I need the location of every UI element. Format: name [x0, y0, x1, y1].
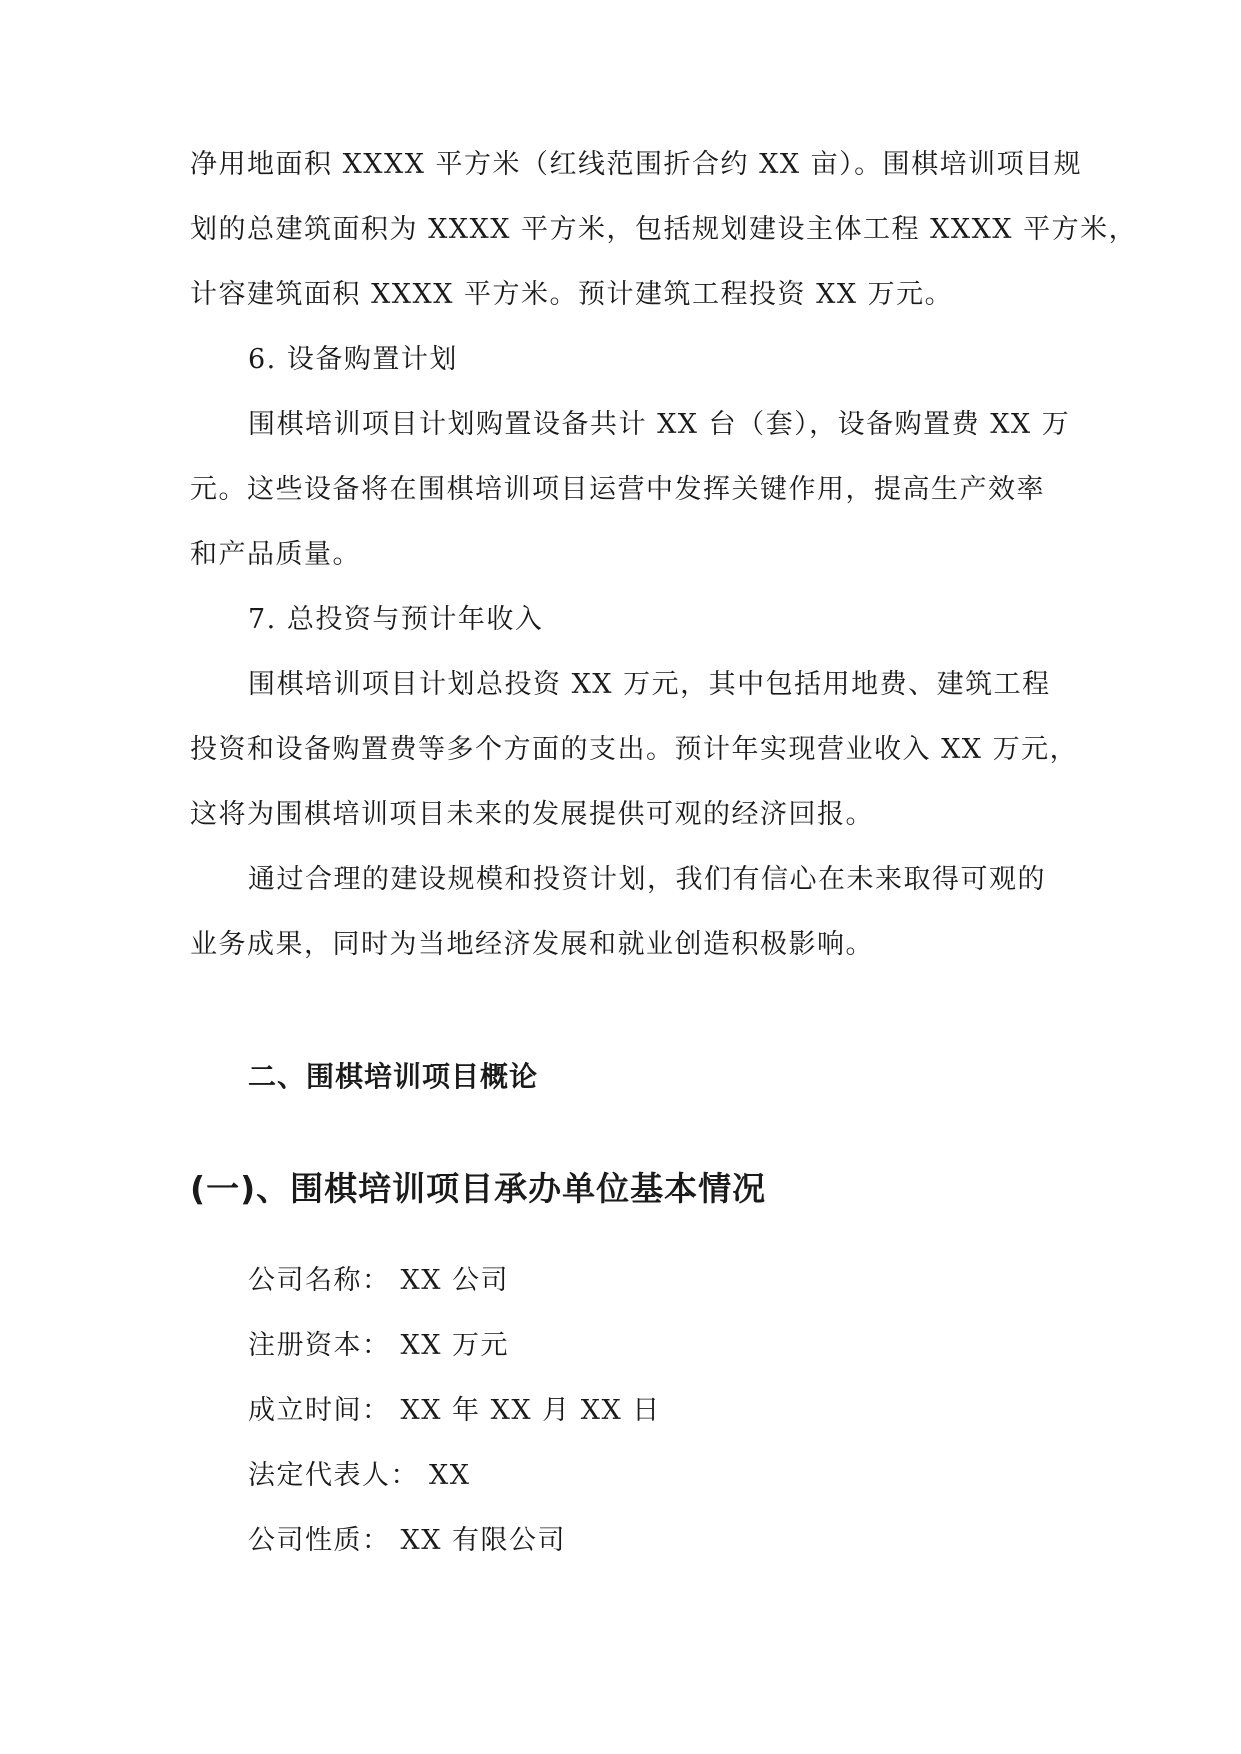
company-name-row — [248, 1258, 509, 1297]
section-7-heading-block — [190, 587, 1070, 652]
legal-representative-label: 法定代表人： — [248, 1460, 419, 1491]
paragraph-line: 围棋培训项目计划购置设备共计 XX 台（套），设备购置费 XX 万 — [248, 409, 1071, 440]
paragraph-line: 计容建筑面积 XXXX 平方米。预计建筑工程投资 XX 万元。 — [190, 279, 954, 310]
section-7-heading: 7. 总投资与预计年收入 — [248, 604, 544, 635]
paragraph-line: 元。这些设备将在围棋培训项目运营中发挥关键作用，提高生产效率 — [190, 474, 1045, 505]
paragraph-line: 通过合理的建设规模和投资计划，我们有信心在未来取得可观的 — [248, 864, 1046, 895]
subsection-heading: (一)、围棋培训项目承办单位基本情况 — [190, 1169, 767, 1208]
paragraph-equipment — [190, 392, 1070, 587]
company-type-label: 公司性质： — [248, 1525, 391, 1556]
paragraph-line: 和产品质量。 — [190, 539, 361, 570]
registered-capital-value: XX 万元 — [400, 1330, 510, 1361]
paragraph-investment — [190, 652, 1079, 847]
company-name-label: 公司名称： — [248, 1265, 391, 1296]
registered-capital-row — [248, 1323, 509, 1362]
chapter-heading: 二、围棋培训项目概论 — [248, 1060, 539, 1093]
company-type-value: XX 有限公司 — [400, 1525, 567, 1556]
paragraph-line: 业务成果，同时为当地经济发展和就业创造积极影响。 — [190, 929, 874, 960]
section-6-heading: 6. 设备购置计划 — [248, 344, 458, 375]
company-type-row — [248, 1518, 566, 1557]
paragraph-building-area — [190, 132, 1138, 327]
founding-date-row — [248, 1388, 661, 1427]
founding-date-label: 成立时间： — [248, 1395, 391, 1426]
section-6-heading-block — [190, 327, 1070, 392]
founding-date-value: XX 年 XX 月 XX 日 — [400, 1395, 661, 1426]
paragraph-line: 围棋培训项目计划总投资 XX 万元，其中包括用地费、建筑工程 — [248, 669, 1051, 700]
legal-representative-value: XX — [429, 1460, 471, 1491]
paragraph-line: 净用地面积 XXXX 平方米（红线范围折合约 XX 亩）。围棋培训项目规 — [190, 149, 1083, 180]
legal-representative-row — [248, 1453, 470, 1492]
paragraph-conclusion — [190, 847, 1070, 977]
paragraph-line: 划的总建筑面积为 XXXX 平方米，包括规划建设主体工程 XXXX 平方米， — [190, 214, 1138, 245]
company-name-value: XX 公司 — [400, 1265, 510, 1296]
paragraph-line: 投资和设备购置费等多个方面的支出。预计年实现营业收入 XX 万元， — [190, 734, 1079, 765]
registered-capital-label: 注册资本： — [248, 1330, 391, 1361]
paragraph-line: 这将为围棋培训项目未来的发展提供可观的经济回报。 — [190, 799, 874, 830]
